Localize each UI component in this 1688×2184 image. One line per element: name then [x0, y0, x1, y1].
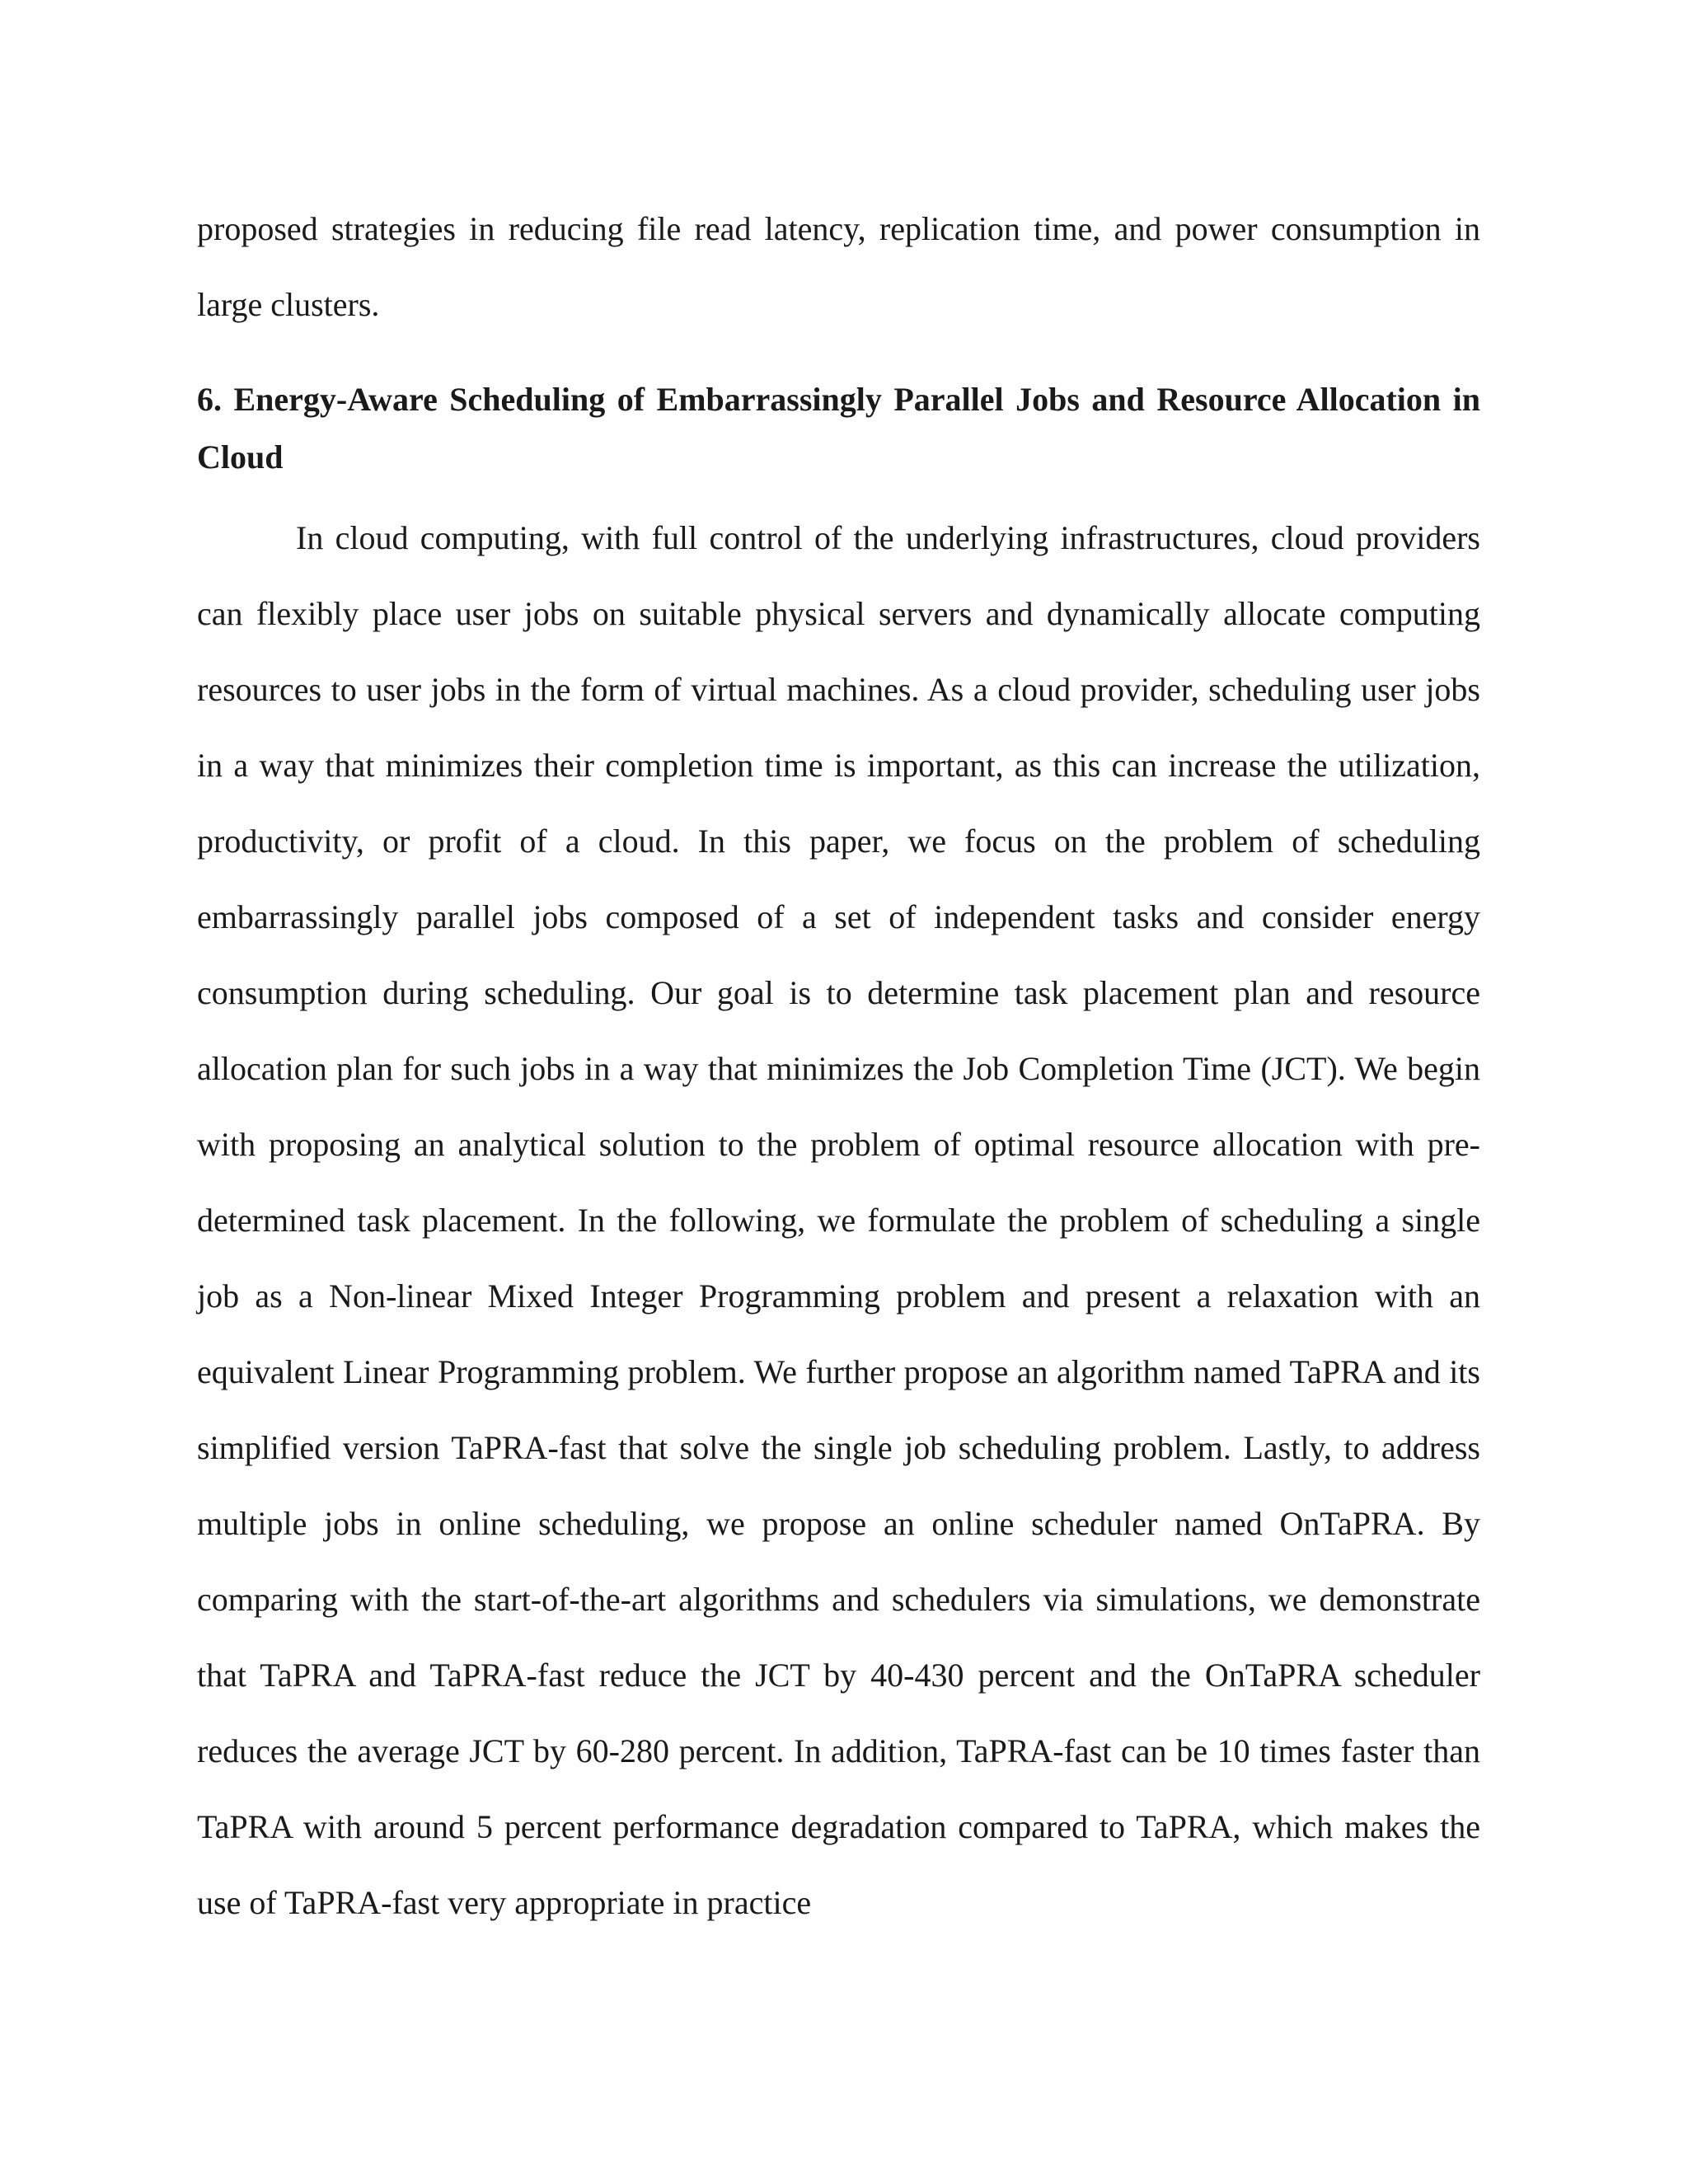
body-paragraph: In cloud computing, with full control of the underlying infrastructures, cloud providers can flexibly place user jobs on suitable physical servers and dynamically allocate computing resources to user jobs in the form of virtual machines. As a cloud provider, scheduling user jobs in a way that minimizes their completion time is important, as this can increase the utilization, productivity, or profit of a cloud. In this paper, we focus on the problem of scheduling embarrassingly parallel jobs composed of a set of independent tasks and consider energy consumption during scheduling. Our goal is to determine task placement plan and resource allocation plan for such jobs in a way that minimizes the Job Completion Time (JCT). We begin with proposing an analytical solution to the problem of optimal resource allocation with pre-determined task placement. In the following, we formulate the problem of scheduling a single job as a Non-linear Mixed Integer Programming problem and present a relaxation with an equivalent Linear Programming problem. We further propose an algorithm named TaPRA and its simplified version TaPRA-fast that solve the single job scheduling problem. Lastly, to address multiple jobs in online scheduling, we propose an online scheduler named OnTaPRA. By comparing with the start-of-the-art algorithms and schedulers via simulations, we demonstrate that TaPRA and TaPRA-fast reduce the JCT by 40-430 percent and the OnTaPRA scheduler reduces the average JCT by 60-280 percent. In addition, TaPRA-fast can be 10 times faster than TaPRA with around 5 percent performance degradation compared to TaPRA, which makes the use of TaPRA-fast very appropriate in practice — [197, 519, 1480, 1921]
section-heading: 6. Energy-Aware Scheduling of Embarrassingly Parallel Jobs and Resource Allocation in Cloud — [197, 381, 1480, 476]
continuation-paragraph: proposed strategies in reducing file read latency, replication time, and power consumption in large clusters. — [197, 210, 1480, 323]
